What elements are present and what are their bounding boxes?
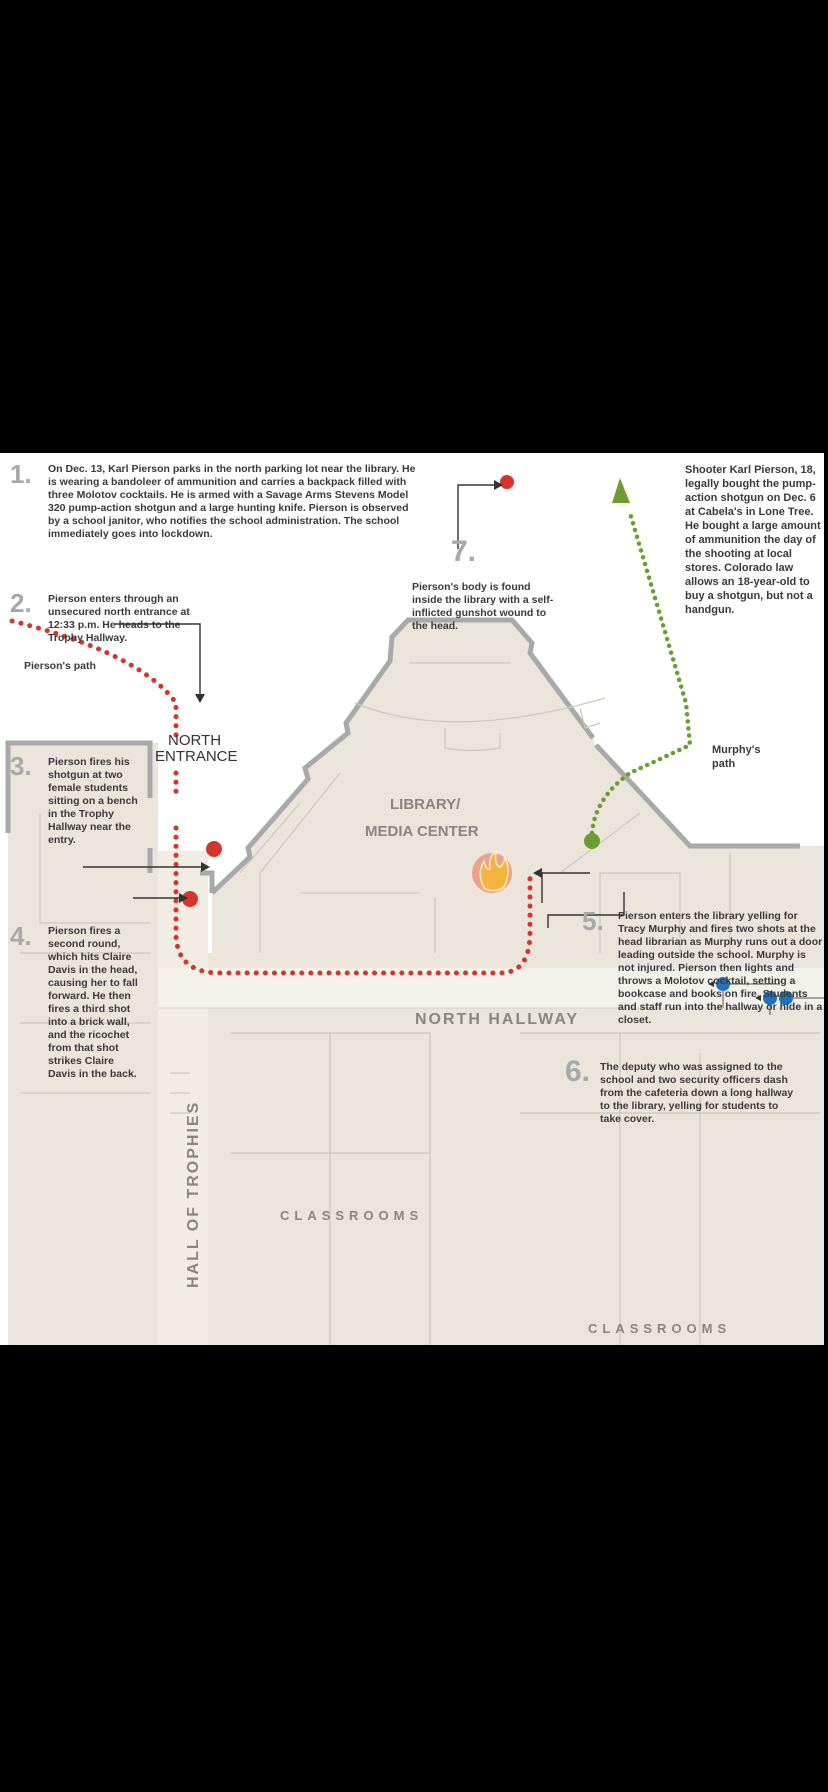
classrooms-label-right: CLASSROOMS (588, 1321, 732, 1336)
step-2-number: 2. (10, 588, 32, 618)
step-3-number: 3. (10, 751, 32, 781)
hall-of-trophies-label: HALL OF TROPHIES (185, 1100, 202, 1288)
arrow-up-icon (612, 478, 630, 503)
step-4-number: 4. (10, 921, 32, 951)
piersons-path-label: Pierson's path (24, 660, 96, 672)
step-5-text: Pierson enters the library yelling for Tracy Murphy and fires two shots at the head librarian as Murphy runs out a door leading outside the school. Murphy is not injured. Pierson then lights and throws a Molotov cocktail, setting a bookcase and books on fire. Students and staff run into the hallway or hide in a closet. (618, 910, 823, 1026)
step-7-number: 7. (451, 535, 477, 568)
north-hallway-label: NORTH HALLWAY (415, 1011, 580, 1028)
shooting-site-3-marker (206, 841, 222, 857)
step-3-text: Pierson fires his shotgun at two female students sitting on a bench in the Trophy Hallway near the entry. (48, 756, 138, 846)
north-entrance-label-2: ENTRANCE (155, 748, 238, 765)
classrooms-label-left: CLASSROOMS (280, 1208, 424, 1223)
body-location-marker (500, 475, 514, 489)
step-2-text: Pierson enters through an unsecured north entrance at 12:33 p.m. He heads to the Trophy Hallway. (48, 593, 190, 644)
step-4-text: Pierson fires a second round, which hits Claire Davis in the head, causing her to fall forward. He then fires a third shot into a brick wall, and the ricochet from that shot strikes Claire Davis in the back. (48, 925, 138, 1080)
murphys-path-label-2: path (712, 758, 736, 770)
step-6-number: 6. (565, 1055, 591, 1088)
step-7-text: Pierson's body is found inside the library with a self-inflicted gunshot wound to the head. (412, 581, 554, 632)
step-6-text: The deputy who was assigned to the school and two security officers dash from the cafeteria down a long hallway to the library, yelling for students to take cover. (600, 1061, 794, 1125)
murphys-path-label-1: Murphy's (712, 744, 761, 756)
shooter-background-note: Shooter Karl Pierson, 18, legally bought the pump-action shotgun on Dec. 6 at Cabela's in Lone Tree. He bought a large amount of ammunition the day of the shooting at local stores. Colorado law allows an 18-year-old to buy a shotgun, but not a handgun. (685, 464, 821, 616)
library-label-2: MEDIA CENTER (365, 823, 479, 840)
step-1-text: On Dec. 13, Karl Pierson parks in the north parking lot near the library. He is wearing a bandoleer of ammunition and carries a backpack filled with three Molotov cocktails. He is armed with a Savage Arms Stevens Model 320 pump-action shotgun and a large hunting knife. Pierson is observed by a school janitor, who notifies the school administration. The school immediately goes into lockdown. (48, 463, 416, 540)
library-label-1: LIBRARY/ (390, 796, 461, 813)
school-shooting-infographic (0, 453, 824, 1345)
step-5-number: 5. (582, 906, 604, 936)
north-entrance-label-1: NORTH (168, 732, 222, 749)
step-1-number: 1. (10, 459, 32, 489)
